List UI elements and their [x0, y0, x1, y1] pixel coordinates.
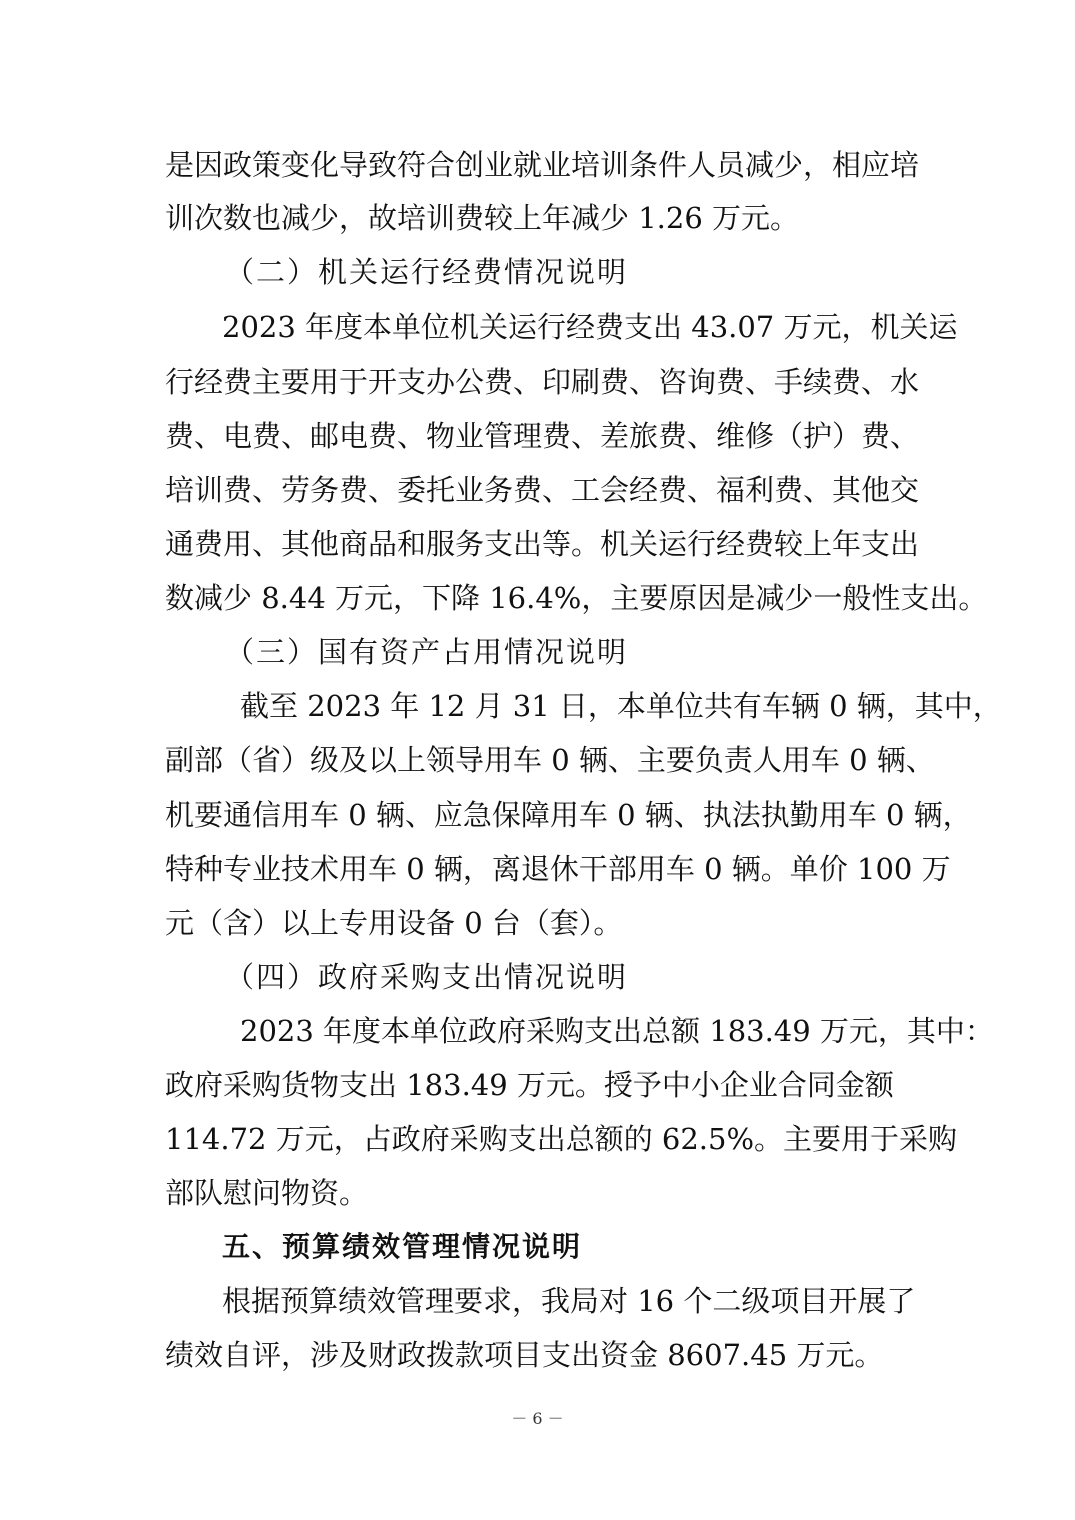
text-line-14: 2023 年度本单位政府采购支出总额 183.49 万元，其中：	[240, 1014, 994, 1048]
section-heading-4: （四）政府采购支出情况说明	[225, 960, 629, 994]
text-line-10: 副部（省）级及以上领导用车 0 辆、主要负责人用车 0 辆、	[165, 743, 935, 777]
text-line-2: 训次数也减少，故培训费较上年减少 1.26 万元。	[165, 201, 800, 235]
section-heading-2: （二）机关运行经费情况说明	[225, 255, 629, 289]
text-line-11: 机要通信用车 0 辆、应急保障用车 0 辆、执法执勤用车 0 辆，	[165, 798, 972, 832]
text-line-12: 特种专业技术用车 0 辆，离退休干部用车 0 辆。单价 100 万	[165, 852, 951, 886]
text-line-9: 截至 2023 年 12 月 31 日，本单位共有车辆 0 辆，其中，	[240, 689, 1002, 723]
text-line-1: 是因政策变化导致符合创业就业培训条件人员减少，相应培	[165, 148, 920, 182]
page-number: － 6 －	[511, 1409, 564, 1428]
text-line-18: 根据预算绩效管理要求，我局对 16 个二级项目开展了	[222, 1284, 916, 1318]
text-line-8: 数减少 8.44 万元，下降 16.4%，主要原因是减少一般性支出。	[165, 581, 988, 615]
text-line-16: 114.72 万元，占政府采购支出总额的 62.5%。主要用于采购	[165, 1122, 958, 1156]
text-line-7: 通费用、其他商品和服务支出等。机关运行经费较上年支出	[165, 527, 920, 561]
text-line-19: 绩效自评，涉及财政拨款项目支出资金 8607.45 万元。	[165, 1338, 884, 1372]
section-heading-3: （三）国有资产占用情况说明	[225, 635, 629, 669]
text-line-13: 元（含）以上专用设备 0 台（套）。	[165, 906, 623, 940]
text-line-6: 培训费、劳务费、委托业务费、工会经费、福利费、其他交	[165, 473, 920, 507]
text-line-3: 2023 年度本单位机关运行经费支出 43.07 万元，机关运	[222, 310, 958, 344]
text-line-15: 政府采购货物支出 183.49 万元。授予中小企业合同金额	[165, 1068, 894, 1102]
text-line-4: 行经费主要用于开支办公费、印刷费、咨询费、手续费、水	[165, 365, 920, 399]
text-line-17: 部队慰问物资。	[165, 1176, 369, 1210]
text-line-5: 费、电费、邮电费、物业管理费、差旅费、维修（护）费、	[165, 419, 920, 453]
section-heading-5: 五、预算绩效管理情况说明	[222, 1230, 583, 1263]
